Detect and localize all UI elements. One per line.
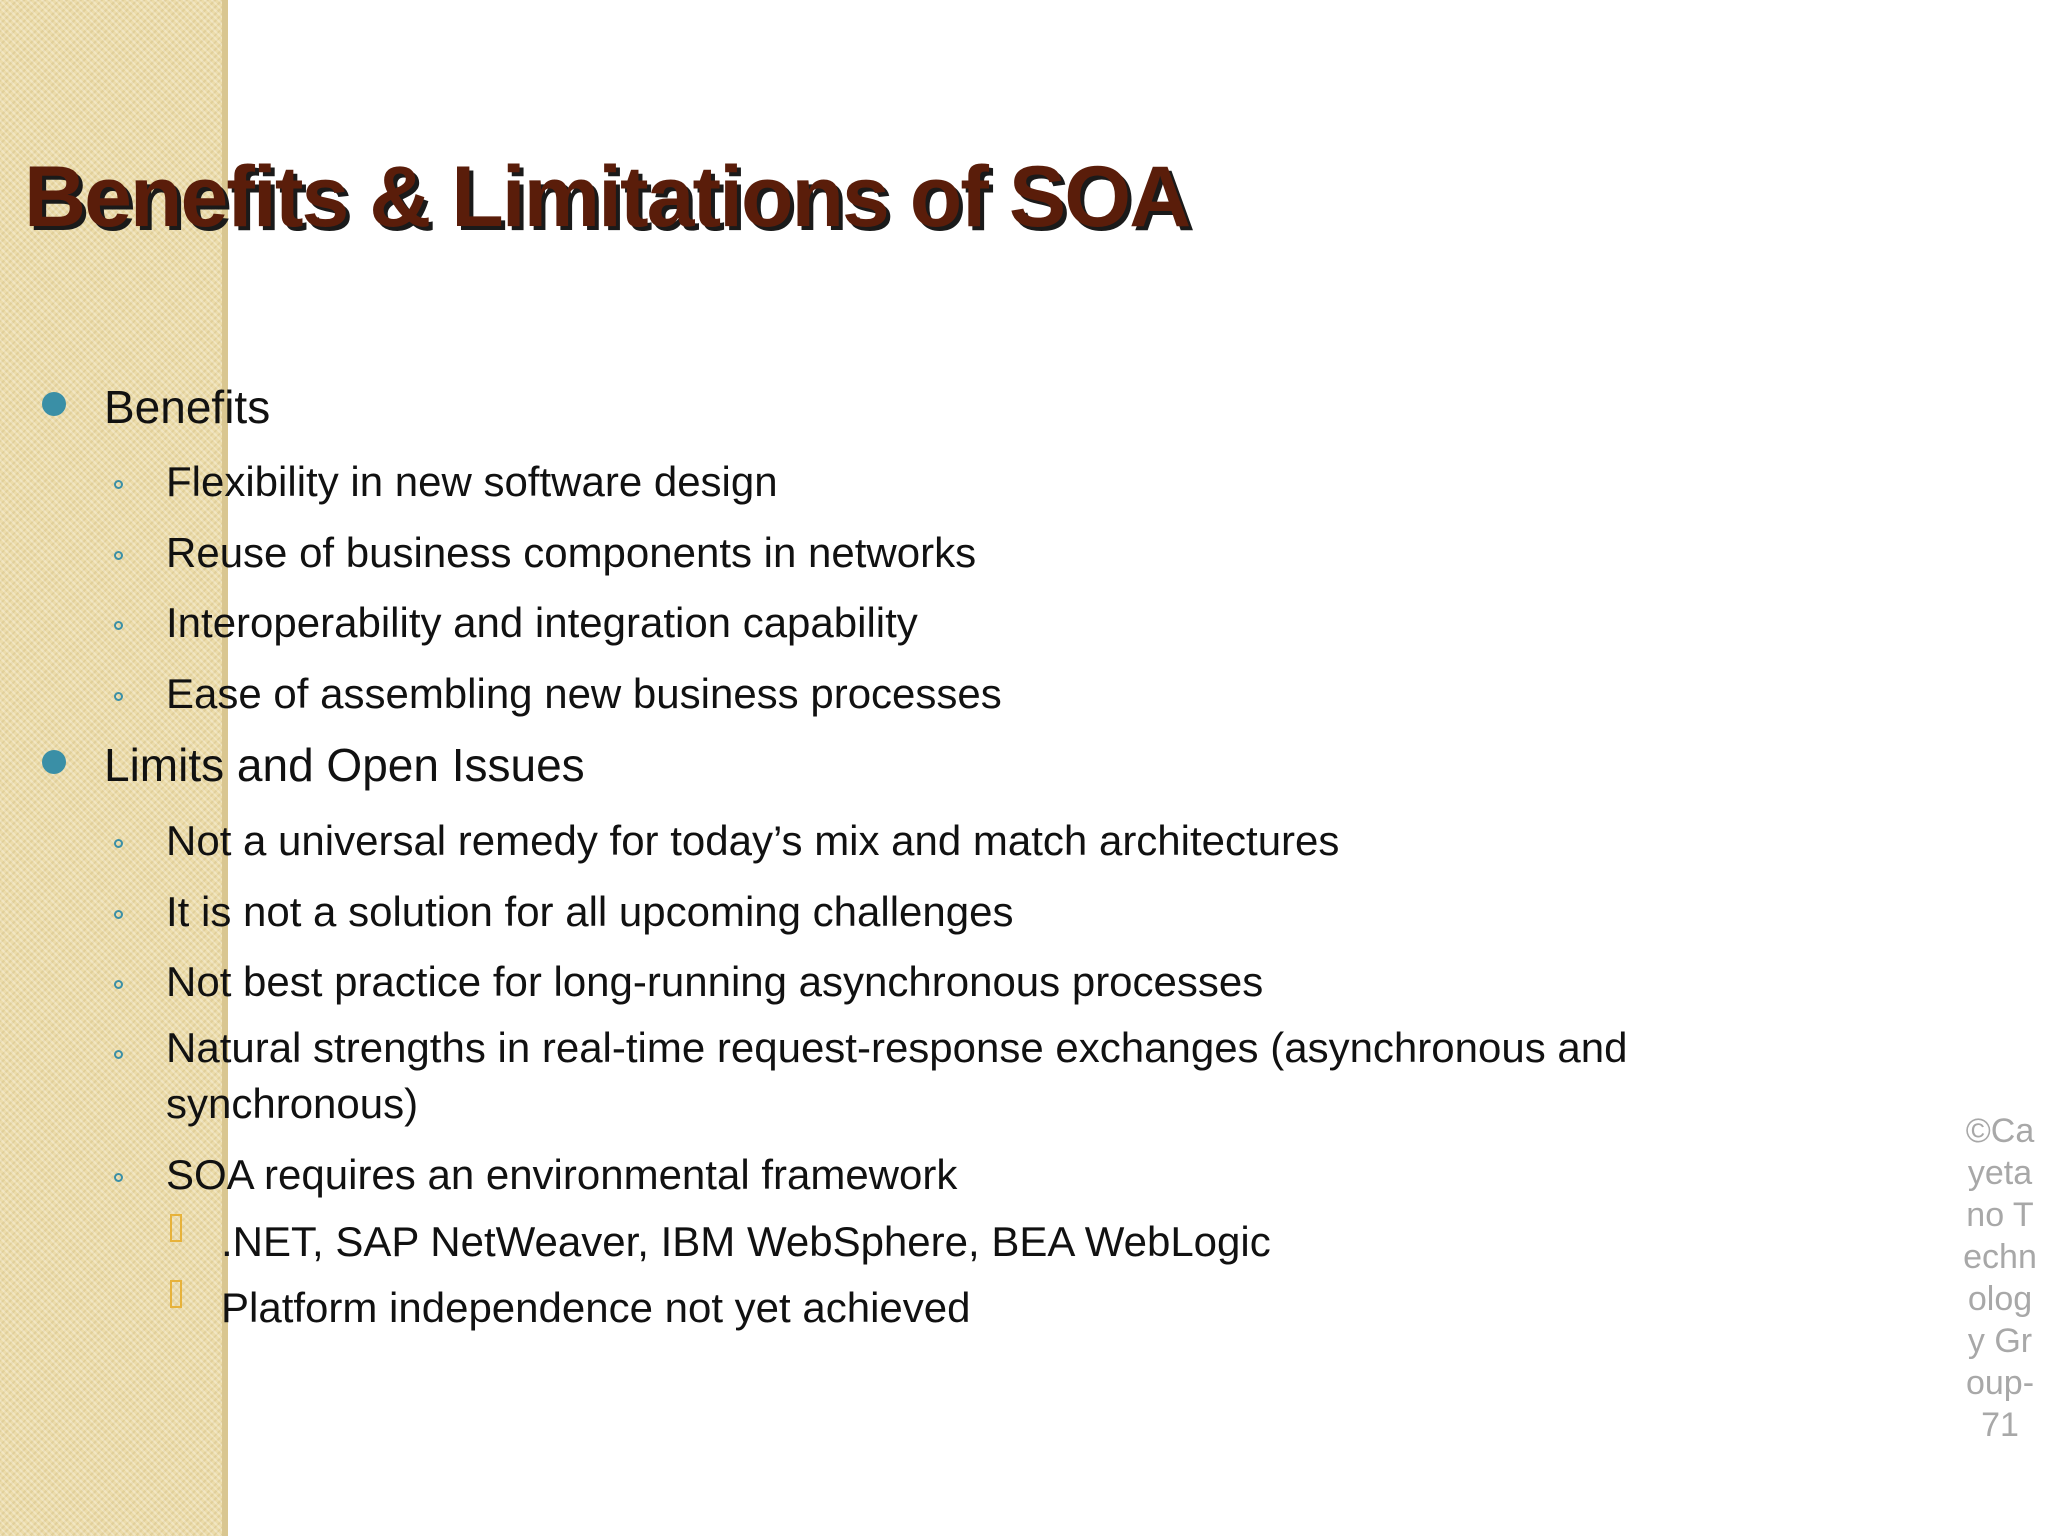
- list-item: It is not a solution for all upcoming challenges: [166, 888, 1014, 935]
- bullet-circle-icon: [114, 1173, 123, 1182]
- bullet-circle-icon: [114, 980, 123, 989]
- bullet-circle-icon: [114, 910, 123, 919]
- list-item: SOA requires an environmental framework: [166, 1151, 958, 1198]
- list-item: Reuse of business components in networks: [166, 529, 977, 576]
- list-item: Not best practice for long-running asynchronous processes: [166, 958, 1264, 1005]
- copyright-notice: ©Cayetano Technology Group-71: [1963, 1112, 2037, 1444]
- bullet-square-icon: [170, 1214, 182, 1242]
- bullet-circle-icon: [114, 839, 123, 848]
- bullet-circle-icon: [114, 480, 123, 489]
- list-item: Natural strengths in real-time request-response exchanges (asynchronous and synchronous): [166, 1024, 1628, 1127]
- sub-list-item: Platform independence not yet achieved: [221, 1284, 971, 1331]
- section-heading-limits: Limits and Open Issues: [104, 739, 585, 791]
- list-item: Flexibility in new software design: [166, 458, 778, 505]
- bullet-dot-icon: [42, 392, 66, 416]
- bullet-circle-icon: [114, 692, 123, 701]
- bullet-circle-icon: [114, 621, 123, 630]
- section-heading-benefits: Benefits: [104, 381, 271, 433]
- bullet-circle-icon: [114, 551, 123, 560]
- list-item: Interoperability and integration capability: [166, 599, 918, 646]
- list-item: Ease of assembling new business processes: [166, 670, 1002, 717]
- bullet-dot-icon: [42, 750, 66, 774]
- bullet-circle-icon: [114, 1050, 123, 1059]
- sub-list-item: .NET, SAP NetWeaver, IBM WebSphere, BEA WebLogic: [221, 1218, 1271, 1265]
- bullet-square-icon: [170, 1280, 182, 1308]
- list-item: Not a universal remedy for today’s mix and match architectures: [166, 817, 1340, 864]
- slide-title: Benefits & Limitations of SOA: [24, 149, 1190, 245]
